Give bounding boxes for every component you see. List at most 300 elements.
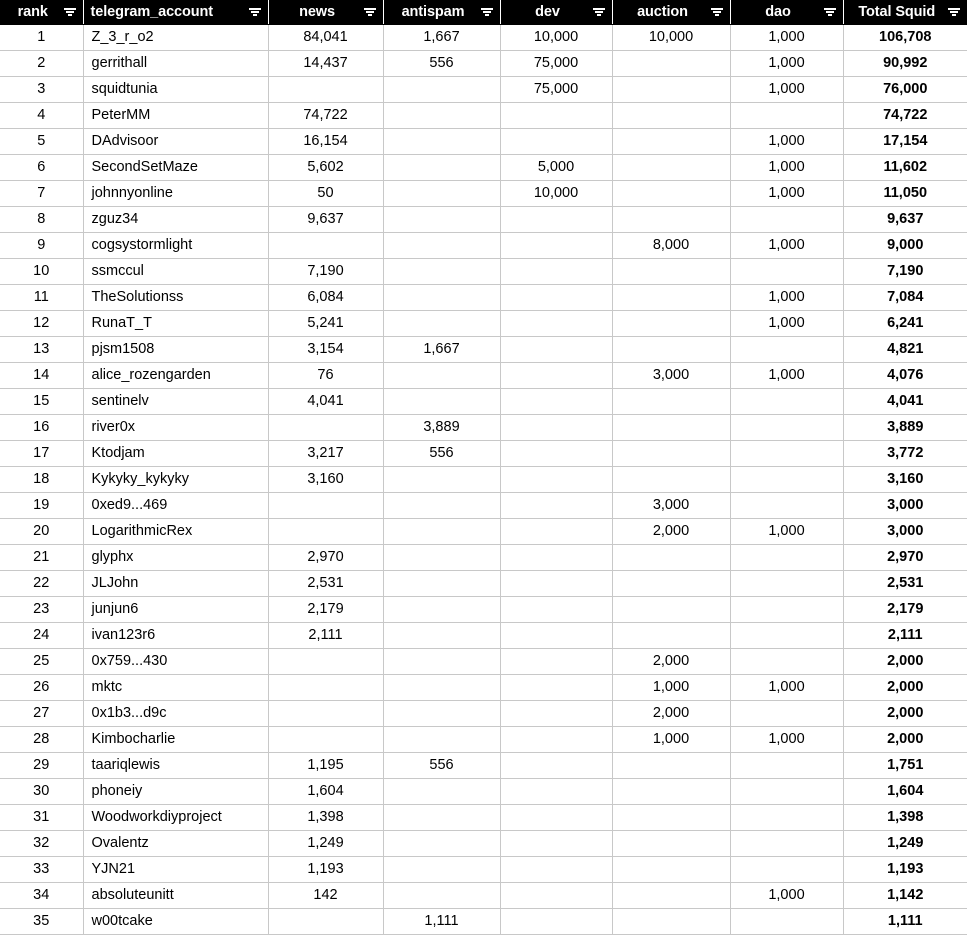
cell-dev[interactable]: 75,000 (500, 51, 612, 77)
cell-rank[interactable]: 19 (0, 493, 83, 519)
cell-dev[interactable] (500, 831, 612, 857)
cell-dev[interactable] (500, 103, 612, 129)
cell-news[interactable]: 5,241 (268, 311, 383, 337)
cell-antispam[interactable] (383, 701, 500, 727)
cell-telegram_account[interactable]: junjun6 (83, 597, 268, 623)
cell-rank[interactable]: 6 (0, 155, 83, 181)
table-row[interactable] (0, 623, 967, 649)
cell-antispam[interactable] (383, 493, 500, 519)
cell-auction[interactable] (612, 883, 730, 909)
cell-telegram_account[interactable]: pjsm1508 (83, 337, 268, 363)
cell-telegram_account[interactable]: absoluteunitt (83, 883, 268, 909)
cell-antispam[interactable] (383, 207, 500, 233)
cell-news[interactable]: 5,602 (268, 155, 383, 181)
table-row[interactable] (0, 233, 967, 259)
cell-rank[interactable]: 18 (0, 467, 83, 493)
cell-antispam[interactable]: 1,111 (383, 909, 500, 935)
cell-auction[interactable] (612, 389, 730, 415)
cell-dao[interactable] (730, 337, 843, 363)
cell-total_squid[interactable]: 1,398 (843, 805, 967, 831)
cell-rank[interactable]: 21 (0, 545, 83, 571)
cell-rank[interactable]: 29 (0, 753, 83, 779)
cell-total_squid[interactable]: 1,751 (843, 753, 967, 779)
cell-total_squid[interactable]: 1,111 (843, 909, 967, 935)
cell-rank[interactable]: 25 (0, 649, 83, 675)
cell-dev[interactable] (500, 701, 612, 727)
cell-antispam[interactable] (383, 129, 500, 155)
cell-dao[interactable]: 1,000 (730, 51, 843, 77)
cell-antispam[interactable]: 3,889 (383, 415, 500, 441)
cell-news[interactable]: 84,041 (268, 25, 383, 51)
cell-dev[interactable] (500, 311, 612, 337)
cell-news[interactable]: 7,190 (268, 259, 383, 285)
cell-antispam[interactable] (383, 77, 500, 103)
column-header-rank[interactable] (0, 0, 83, 25)
cell-antispam[interactable] (383, 389, 500, 415)
cell-dev[interactable] (500, 753, 612, 779)
column-header-total_squid[interactable] (843, 0, 967, 25)
cell-telegram_account[interactable]: sentinelv (83, 389, 268, 415)
cell-auction[interactable] (612, 805, 730, 831)
cell-dev[interactable] (500, 259, 612, 285)
cell-news[interactable]: 16,154 (268, 129, 383, 155)
table-row[interactable] (0, 207, 967, 233)
cell-news[interactable]: 3,160 (268, 467, 383, 493)
cell-dev[interactable]: 75,000 (500, 77, 612, 103)
cell-rank[interactable]: 7 (0, 181, 83, 207)
cell-antispam[interactable] (383, 259, 500, 285)
cell-dev[interactable] (500, 597, 612, 623)
cell-total_squid[interactable]: 9,637 (843, 207, 967, 233)
cell-news[interactable] (268, 649, 383, 675)
cell-total_squid[interactable]: 2,000 (843, 727, 967, 753)
table-row[interactable] (0, 77, 967, 103)
cell-dao[interactable]: 1,000 (730, 77, 843, 103)
cell-dev[interactable] (500, 233, 612, 259)
cell-telegram_account[interactable]: zguz34 (83, 207, 268, 233)
table-row[interactable] (0, 675, 967, 701)
cell-dao[interactable]: 1,000 (730, 285, 843, 311)
cell-antispam[interactable]: 1,667 (383, 25, 500, 51)
cell-rank[interactable]: 2 (0, 51, 83, 77)
cell-total_squid[interactable]: 2,000 (843, 675, 967, 701)
cell-telegram_account[interactable]: phoneiy (83, 779, 268, 805)
cell-rank[interactable]: 24 (0, 623, 83, 649)
cell-telegram_account[interactable]: glyphx (83, 545, 268, 571)
cell-antispam[interactable] (383, 805, 500, 831)
cell-auction[interactable] (612, 831, 730, 857)
cell-rank[interactable]: 31 (0, 805, 83, 831)
cell-antispam[interactable] (383, 545, 500, 571)
cell-total_squid[interactable]: 90,992 (843, 51, 967, 77)
cell-dev[interactable] (500, 779, 612, 805)
table-row[interactable] (0, 753, 967, 779)
cell-dao[interactable]: 1,000 (730, 883, 843, 909)
table-row[interactable] (0, 25, 967, 51)
cell-total_squid[interactable]: 1,193 (843, 857, 967, 883)
cell-auction[interactable] (612, 129, 730, 155)
cell-news[interactable]: 1,195 (268, 753, 383, 779)
table-row[interactable] (0, 597, 967, 623)
cell-total_squid[interactable]: 2,531 (843, 571, 967, 597)
cell-news[interactable]: 2,970 (268, 545, 383, 571)
table-row[interactable] (0, 545, 967, 571)
table-row[interactable] (0, 337, 967, 363)
table-row[interactable] (0, 701, 967, 727)
cell-total_squid[interactable]: 17,154 (843, 129, 967, 155)
cell-auction[interactable]: 3,000 (612, 493, 730, 519)
cell-news[interactable]: 1,604 (268, 779, 383, 805)
cell-telegram_account[interactable]: Kykyky_kykyky (83, 467, 268, 493)
table-row[interactable] (0, 285, 967, 311)
cell-telegram_account[interactable]: 0x1b3...d9c (83, 701, 268, 727)
cell-total_squid[interactable]: 6,241 (843, 311, 967, 337)
cell-rank[interactable]: 16 (0, 415, 83, 441)
cell-antispam[interactable] (383, 831, 500, 857)
cell-rank[interactable]: 26 (0, 675, 83, 701)
cell-news[interactable] (268, 493, 383, 519)
cell-telegram_account[interactable]: Ktodjam (83, 441, 268, 467)
cell-auction[interactable] (612, 415, 730, 441)
cell-total_squid[interactable]: 4,821 (843, 337, 967, 363)
filter-icon[interactable] (249, 7, 261, 18)
cell-news[interactable] (268, 727, 383, 753)
cell-auction[interactable] (612, 311, 730, 337)
column-header-antispam[interactable] (383, 0, 500, 25)
cell-news[interactable]: 2,531 (268, 571, 383, 597)
cell-telegram_account[interactable]: cogsystormlight (83, 233, 268, 259)
cell-news[interactable]: 3,217 (268, 441, 383, 467)
cell-dao[interactable] (730, 441, 843, 467)
cell-news[interactable]: 14,437 (268, 51, 383, 77)
cell-rank[interactable]: 15 (0, 389, 83, 415)
cell-antispam[interactable] (383, 519, 500, 545)
cell-news[interactable] (268, 519, 383, 545)
cell-rank[interactable]: 33 (0, 857, 83, 883)
cell-antispam[interactable] (383, 857, 500, 883)
cell-news[interactable] (268, 701, 383, 727)
cell-telegram_account[interactable]: JLJohn (83, 571, 268, 597)
cell-auction[interactable] (612, 207, 730, 233)
cell-auction[interactable]: 3,000 (612, 363, 730, 389)
table-row[interactable] (0, 259, 967, 285)
cell-telegram_account[interactable]: RunaT_T (83, 311, 268, 337)
cell-telegram_account[interactable]: ssmccul (83, 259, 268, 285)
cell-antispam[interactable] (383, 285, 500, 311)
cell-dev[interactable] (500, 883, 612, 909)
table-row[interactable] (0, 779, 967, 805)
cell-news[interactable]: 2,111 (268, 623, 383, 649)
cell-total_squid[interactable]: 2,000 (843, 649, 967, 675)
cell-total_squid[interactable]: 74,722 (843, 103, 967, 129)
cell-antispam[interactable] (383, 181, 500, 207)
cell-total_squid[interactable]: 4,041 (843, 389, 967, 415)
cell-rank[interactable]: 17 (0, 441, 83, 467)
cell-dev[interactable] (500, 493, 612, 519)
cell-dao[interactable] (730, 779, 843, 805)
cell-news[interactable]: 6,084 (268, 285, 383, 311)
cell-dev[interactable] (500, 519, 612, 545)
cell-rank[interactable]: 3 (0, 77, 83, 103)
cell-telegram_account[interactable]: taariqlewis (83, 753, 268, 779)
cell-news[interactable]: 9,637 (268, 207, 383, 233)
cell-dao[interactable] (730, 753, 843, 779)
filter-icon[interactable] (364, 7, 376, 18)
cell-dev[interactable] (500, 129, 612, 155)
table-row[interactable] (0, 441, 967, 467)
cell-dao[interactable]: 1,000 (730, 363, 843, 389)
cell-dao[interactable] (730, 493, 843, 519)
cell-auction[interactable] (612, 753, 730, 779)
cell-total_squid[interactable]: 3,000 (843, 519, 967, 545)
table-row[interactable] (0, 727, 967, 753)
cell-rank[interactable]: 32 (0, 831, 83, 857)
cell-auction[interactable] (612, 155, 730, 181)
cell-rank[interactable]: 35 (0, 909, 83, 935)
cell-auction[interactable] (612, 857, 730, 883)
cell-total_squid[interactable]: 3,772 (843, 441, 967, 467)
cell-antispam[interactable] (383, 727, 500, 753)
cell-total_squid[interactable]: 2,970 (843, 545, 967, 571)
cell-total_squid[interactable]: 76,000 (843, 77, 967, 103)
cell-auction[interactable] (612, 779, 730, 805)
cell-telegram_account[interactable]: YJN21 (83, 857, 268, 883)
table-row[interactable] (0, 493, 967, 519)
cell-dev[interactable]: 10,000 (500, 181, 612, 207)
cell-telegram_account[interactable]: alice_rozengarden (83, 363, 268, 389)
cell-rank[interactable]: 28 (0, 727, 83, 753)
table-row[interactable] (0, 831, 967, 857)
cell-total_squid[interactable]: 1,142 (843, 883, 967, 909)
cell-telegram_account[interactable]: johnnyonline (83, 181, 268, 207)
cell-rank[interactable]: 5 (0, 129, 83, 155)
cell-rank[interactable]: 12 (0, 311, 83, 337)
cell-news[interactable]: 1,398 (268, 805, 383, 831)
cell-dev[interactable] (500, 805, 612, 831)
cell-dev[interactable]: 10,000 (500, 25, 612, 51)
cell-total_squid[interactable]: 9,000 (843, 233, 967, 259)
table-row[interactable] (0, 181, 967, 207)
cell-antispam[interactable] (383, 103, 500, 129)
cell-dao[interactable] (730, 701, 843, 727)
cell-dev[interactable] (500, 623, 612, 649)
cell-dao[interactable]: 1,000 (730, 675, 843, 701)
cell-dev[interactable] (500, 363, 612, 389)
cell-rank[interactable]: 14 (0, 363, 83, 389)
table-row[interactable] (0, 883, 967, 909)
cell-auction[interactable]: 8,000 (612, 233, 730, 259)
cell-total_squid[interactable]: 106,708 (843, 25, 967, 51)
cell-news[interactable] (268, 415, 383, 441)
cell-dao[interactable]: 1,000 (730, 311, 843, 337)
cell-auction[interactable] (612, 181, 730, 207)
cell-total_squid[interactable]: 2,179 (843, 597, 967, 623)
table-row[interactable] (0, 467, 967, 493)
cell-news[interactable]: 50 (268, 181, 383, 207)
table-row[interactable] (0, 415, 967, 441)
cell-rank[interactable]: 22 (0, 571, 83, 597)
cell-auction[interactable]: 1,000 (612, 675, 730, 701)
table-row[interactable] (0, 571, 967, 597)
cell-dao[interactable] (730, 571, 843, 597)
cell-rank[interactable]: 13 (0, 337, 83, 363)
column-header-telegram_account[interactable] (83, 0, 268, 25)
cell-dev[interactable] (500, 909, 612, 935)
cell-total_squid[interactable]: 7,084 (843, 285, 967, 311)
cell-telegram_account[interactable]: Ovalentz (83, 831, 268, 857)
cell-total_squid[interactable]: 3,160 (843, 467, 967, 493)
table-row[interactable] (0, 389, 967, 415)
cell-telegram_account[interactable]: PeterMM (83, 103, 268, 129)
cell-dao[interactable] (730, 545, 843, 571)
cell-antispam[interactable] (383, 675, 500, 701)
cell-telegram_account[interactable]: 0xed9...469 (83, 493, 268, 519)
cell-news[interactable]: 3,154 (268, 337, 383, 363)
cell-dev[interactable] (500, 415, 612, 441)
cell-telegram_account[interactable]: Woodworkdiyproject (83, 805, 268, 831)
cell-rank[interactable]: 27 (0, 701, 83, 727)
cell-total_squid[interactable]: 2,111 (843, 623, 967, 649)
cell-news[interactable]: 2,179 (268, 597, 383, 623)
cell-rank[interactable]: 4 (0, 103, 83, 129)
cell-total_squid[interactable]: 11,602 (843, 155, 967, 181)
cell-telegram_account[interactable]: w00tcake (83, 909, 268, 935)
cell-auction[interactable] (612, 597, 730, 623)
cell-rank[interactable]: 11 (0, 285, 83, 311)
table-row[interactable] (0, 155, 967, 181)
cell-telegram_account[interactable]: Z_3_r_o2 (83, 25, 268, 51)
cell-dev[interactable] (500, 285, 612, 311)
cell-telegram_account[interactable]: mktc (83, 675, 268, 701)
filter-icon[interactable] (481, 7, 493, 18)
cell-dev[interactable] (500, 467, 612, 493)
cell-telegram_account[interactable]: gerrithall (83, 51, 268, 77)
cell-auction[interactable]: 10,000 (612, 25, 730, 51)
column-header-auction[interactable] (612, 0, 730, 25)
cell-antispam[interactable] (383, 363, 500, 389)
cell-auction[interactable] (612, 337, 730, 363)
cell-auction[interactable] (612, 909, 730, 935)
cell-dev[interactable] (500, 571, 612, 597)
cell-total_squid[interactable]: 11,050 (843, 181, 967, 207)
cell-dev[interactable] (500, 441, 612, 467)
cell-rank[interactable]: 23 (0, 597, 83, 623)
cell-auction[interactable] (612, 623, 730, 649)
cell-telegram_account[interactable]: ivan123r6 (83, 623, 268, 649)
cell-antispam[interactable] (383, 571, 500, 597)
table-row[interactable] (0, 363, 967, 389)
table-row[interactable] (0, 129, 967, 155)
cell-auction[interactable] (612, 51, 730, 77)
cell-antispam[interactable] (383, 233, 500, 259)
column-header-dao[interactable] (730, 0, 843, 25)
cell-dao[interactable]: 1,000 (730, 129, 843, 155)
cell-dev[interactable] (500, 545, 612, 571)
cell-rank[interactable]: 10 (0, 259, 83, 285)
cell-news[interactable]: 74,722 (268, 103, 383, 129)
table-row[interactable] (0, 311, 967, 337)
cell-auction[interactable]: 2,000 (612, 649, 730, 675)
cell-auction[interactable] (612, 285, 730, 311)
cell-dev[interactable] (500, 337, 612, 363)
cell-total_squid[interactable]: 3,000 (843, 493, 967, 519)
cell-telegram_account[interactable]: river0x (83, 415, 268, 441)
cell-auction[interactable] (612, 259, 730, 285)
cell-dao[interactable]: 1,000 (730, 181, 843, 207)
cell-antispam[interactable] (383, 467, 500, 493)
table-row[interactable] (0, 649, 967, 675)
cell-news[interactable]: 1,249 (268, 831, 383, 857)
table-row[interactable] (0, 857, 967, 883)
cell-antispam[interactable] (383, 649, 500, 675)
cell-dao[interactable] (730, 597, 843, 623)
cell-antispam[interactable] (383, 779, 500, 805)
cell-auction[interactable]: 2,000 (612, 519, 730, 545)
cell-antispam[interactable] (383, 597, 500, 623)
cell-dao[interactable] (730, 831, 843, 857)
cell-dao[interactable] (730, 415, 843, 441)
cell-antispam[interactable] (383, 623, 500, 649)
cell-news[interactable] (268, 909, 383, 935)
cell-antispam[interactable]: 556 (383, 753, 500, 779)
cell-telegram_account[interactable]: LogarithmicRex (83, 519, 268, 545)
cell-dao[interactable]: 1,000 (730, 727, 843, 753)
cell-news[interactable] (268, 233, 383, 259)
filter-icon[interactable] (593, 7, 605, 18)
cell-total_squid[interactable]: 3,889 (843, 415, 967, 441)
cell-dao[interactable]: 1,000 (730, 519, 843, 545)
cell-dev[interactable] (500, 857, 612, 883)
cell-rank[interactable]: 34 (0, 883, 83, 909)
cell-auction[interactable] (612, 77, 730, 103)
filter-icon[interactable] (824, 7, 836, 18)
cell-auction[interactable] (612, 441, 730, 467)
filter-icon[interactable] (711, 7, 723, 18)
cell-auction[interactable] (612, 467, 730, 493)
column-header-dev[interactable] (500, 0, 612, 25)
cell-dao[interactable] (730, 103, 843, 129)
cell-news[interactable]: 1,193 (268, 857, 383, 883)
cell-total_squid[interactable]: 4,076 (843, 363, 967, 389)
cell-dao[interactable] (730, 467, 843, 493)
cell-total_squid[interactable]: 2,000 (843, 701, 967, 727)
cell-antispam[interactable]: 1,667 (383, 337, 500, 363)
cell-telegram_account[interactable]: DAdvisoor (83, 129, 268, 155)
cell-dao[interactable] (730, 623, 843, 649)
cell-rank[interactable]: 9 (0, 233, 83, 259)
cell-news[interactable] (268, 675, 383, 701)
table-row[interactable] (0, 805, 967, 831)
cell-news[interactable]: 4,041 (268, 389, 383, 415)
cell-auction[interactable] (612, 103, 730, 129)
cell-auction[interactable] (612, 545, 730, 571)
cell-dao[interactable]: 1,000 (730, 25, 843, 51)
cell-antispam[interactable] (383, 311, 500, 337)
cell-news[interactable]: 142 (268, 883, 383, 909)
cell-total_squid[interactable]: 7,190 (843, 259, 967, 285)
filter-icon[interactable] (64, 7, 76, 18)
cell-telegram_account[interactable]: 0x759...430 (83, 649, 268, 675)
cell-dev[interactable] (500, 649, 612, 675)
cell-telegram_account[interactable]: squidtunia (83, 77, 268, 103)
cell-auction[interactable]: 2,000 (612, 701, 730, 727)
table-row[interactable] (0, 519, 967, 545)
cell-dao[interactable] (730, 259, 843, 285)
cell-antispam[interactable]: 556 (383, 51, 500, 77)
cell-rank[interactable]: 20 (0, 519, 83, 545)
cell-antispam[interactable] (383, 155, 500, 181)
cell-dao[interactable] (730, 389, 843, 415)
